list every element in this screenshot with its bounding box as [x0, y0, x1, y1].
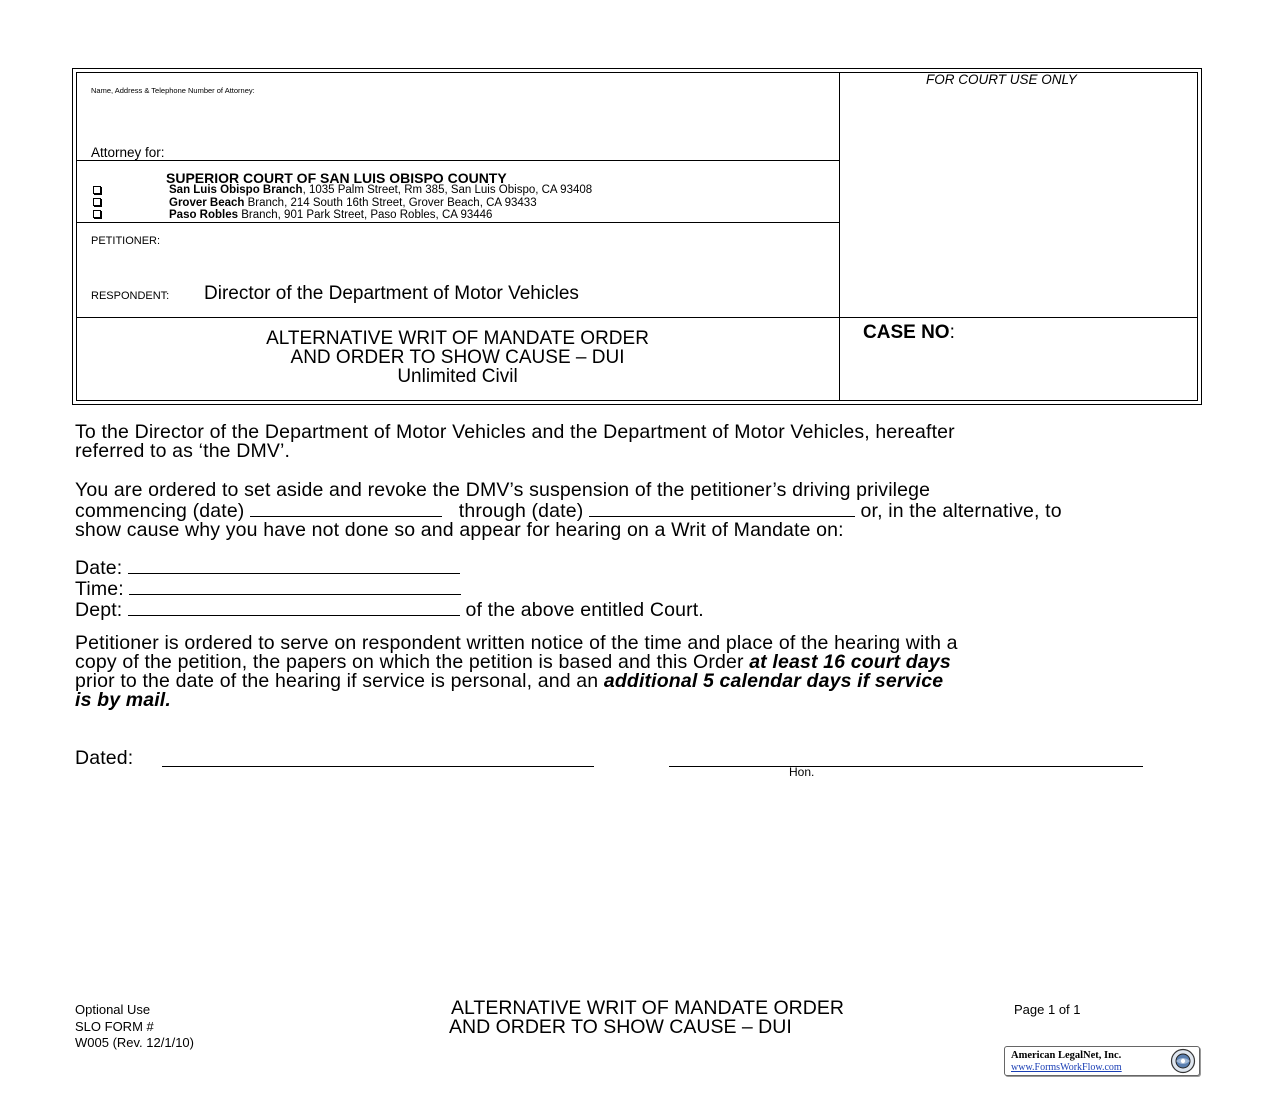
branch-checkbox-paso-robles[interactable]: [93, 210, 101, 218]
intro-paragraph: To the Director of the Department of Motor Vehicles and the Department of Motor Vehicles, hereafter referred to as ‘the DMV’.: [75, 421, 955, 462]
branch-grover-beach: Grover Beach Branch, 214 South 16th Street, Grover Beach, CA 93433: [169, 197, 537, 209]
dated-field[interactable]: [162, 766, 594, 767]
dated-label: Dated:: [75, 747, 134, 769]
court-section-divider: [76, 222, 839, 223]
commencing-date-field[interactable]: [250, 500, 442, 517]
american-legalnet-logo: American LegalNet, Inc. www.FormsWorkFlow.com: [1004, 1046, 1200, 1076]
dept-label: Dept:: [75, 599, 123, 621]
hearing-details: Date: Time: Dept: of the above entitled Court.: [75, 557, 704, 621]
hon-label: Hon.: [789, 765, 815, 779]
attorney-info-label: Name, Address & Telephone Number of Attorney:: [91, 86, 255, 95]
branch-paso-robles: Paso Robles Branch, 901 Park Street, Paso Robles, CA 93446: [169, 209, 493, 221]
title-row-divider: [76, 317, 1198, 318]
forms-workflow-link[interactable]: www.FormsWorkFlow.com: [1011, 1062, 1122, 1073]
through-date-field[interactable]: [589, 500, 855, 517]
caption-form-title: [76, 329, 839, 386]
globe-icon: [1170, 1048, 1196, 1074]
respondent-label: RESPONDENT:: [91, 290, 170, 302]
time-label: Time:: [75, 578, 124, 600]
branch-checkbox-grover-beach[interactable]: [93, 198, 101, 206]
branch-san-luis-obispo: San Luis Obispo Branch, 1035 Palm Street, Rm 385, San Luis Obispo, CA 93408: [169, 184, 593, 196]
footer-form-title: ALTERNATIVE WRIT OF MANDATE ORDER AND ORDER TO SHOW CAUSE – DUI: [449, 997, 844, 1038]
caption-column-divider: [839, 72, 840, 401]
hearing-date-field[interactable]: [128, 557, 460, 574]
attorney-section-divider: [76, 160, 839, 161]
attorney-for-label: Attorney for:: [91, 145, 165, 160]
page-number: Page 1 of 1: [1014, 1002, 1081, 1017]
case-number-label: CASE NO: [863, 322, 950, 343]
case-number-field: CASE NO:: [863, 322, 955, 343]
date-label: Date:: [75, 557, 123, 579]
caption-title-line-3: Unlimited Civil: [397, 366, 518, 387]
respondent-value: Director of the Department of Motor Vehicles: [204, 283, 579, 304]
court-name: SUPERIOR COURT OF SAN LUIS OBISPO COUNTY: [166, 170, 507, 186]
order-paragraph: You are ordered to set aside and revoke the DMV’s suspension of the petitioner’s driving privilege commencing (date) through (date) or, in the alternative, to show cause why you have not done so and appear for hearing on a Writ of Mandate on:: [75, 479, 1062, 541]
caption-title-line-1: ALTERNATIVE WRIT OF MANDATE ORDER: [266, 328, 649, 349]
judge-signature-line[interactable]: [669, 766, 1143, 767]
court-use-only-label: FOR COURT USE ONLY: [926, 72, 1077, 87]
hearing-time-field[interactable]: [129, 578, 461, 595]
caption-title-line-2: AND ORDER TO SHOW CAUSE – DUI: [290, 347, 625, 368]
branch-checkbox-san-luis-obispo[interactable]: [93, 186, 101, 194]
footer-form-info: Optional Use SLO FORM # W005 (Rev. 12/1/10): [75, 1002, 194, 1050]
service-paragraph: Petitioner is ordered to serve on respondent written notice of the time and place of the hearing with a copy of the petition, the papers on which the petition is based and this Order at least 16 court days prior to the date of the hearing if service is personal, and an additional 5 calendar days if service is by mail.: [75, 632, 958, 711]
petitioner-label: PETITIONER:: [91, 235, 161, 247]
hearing-dept-field[interactable]: [128, 599, 460, 616]
